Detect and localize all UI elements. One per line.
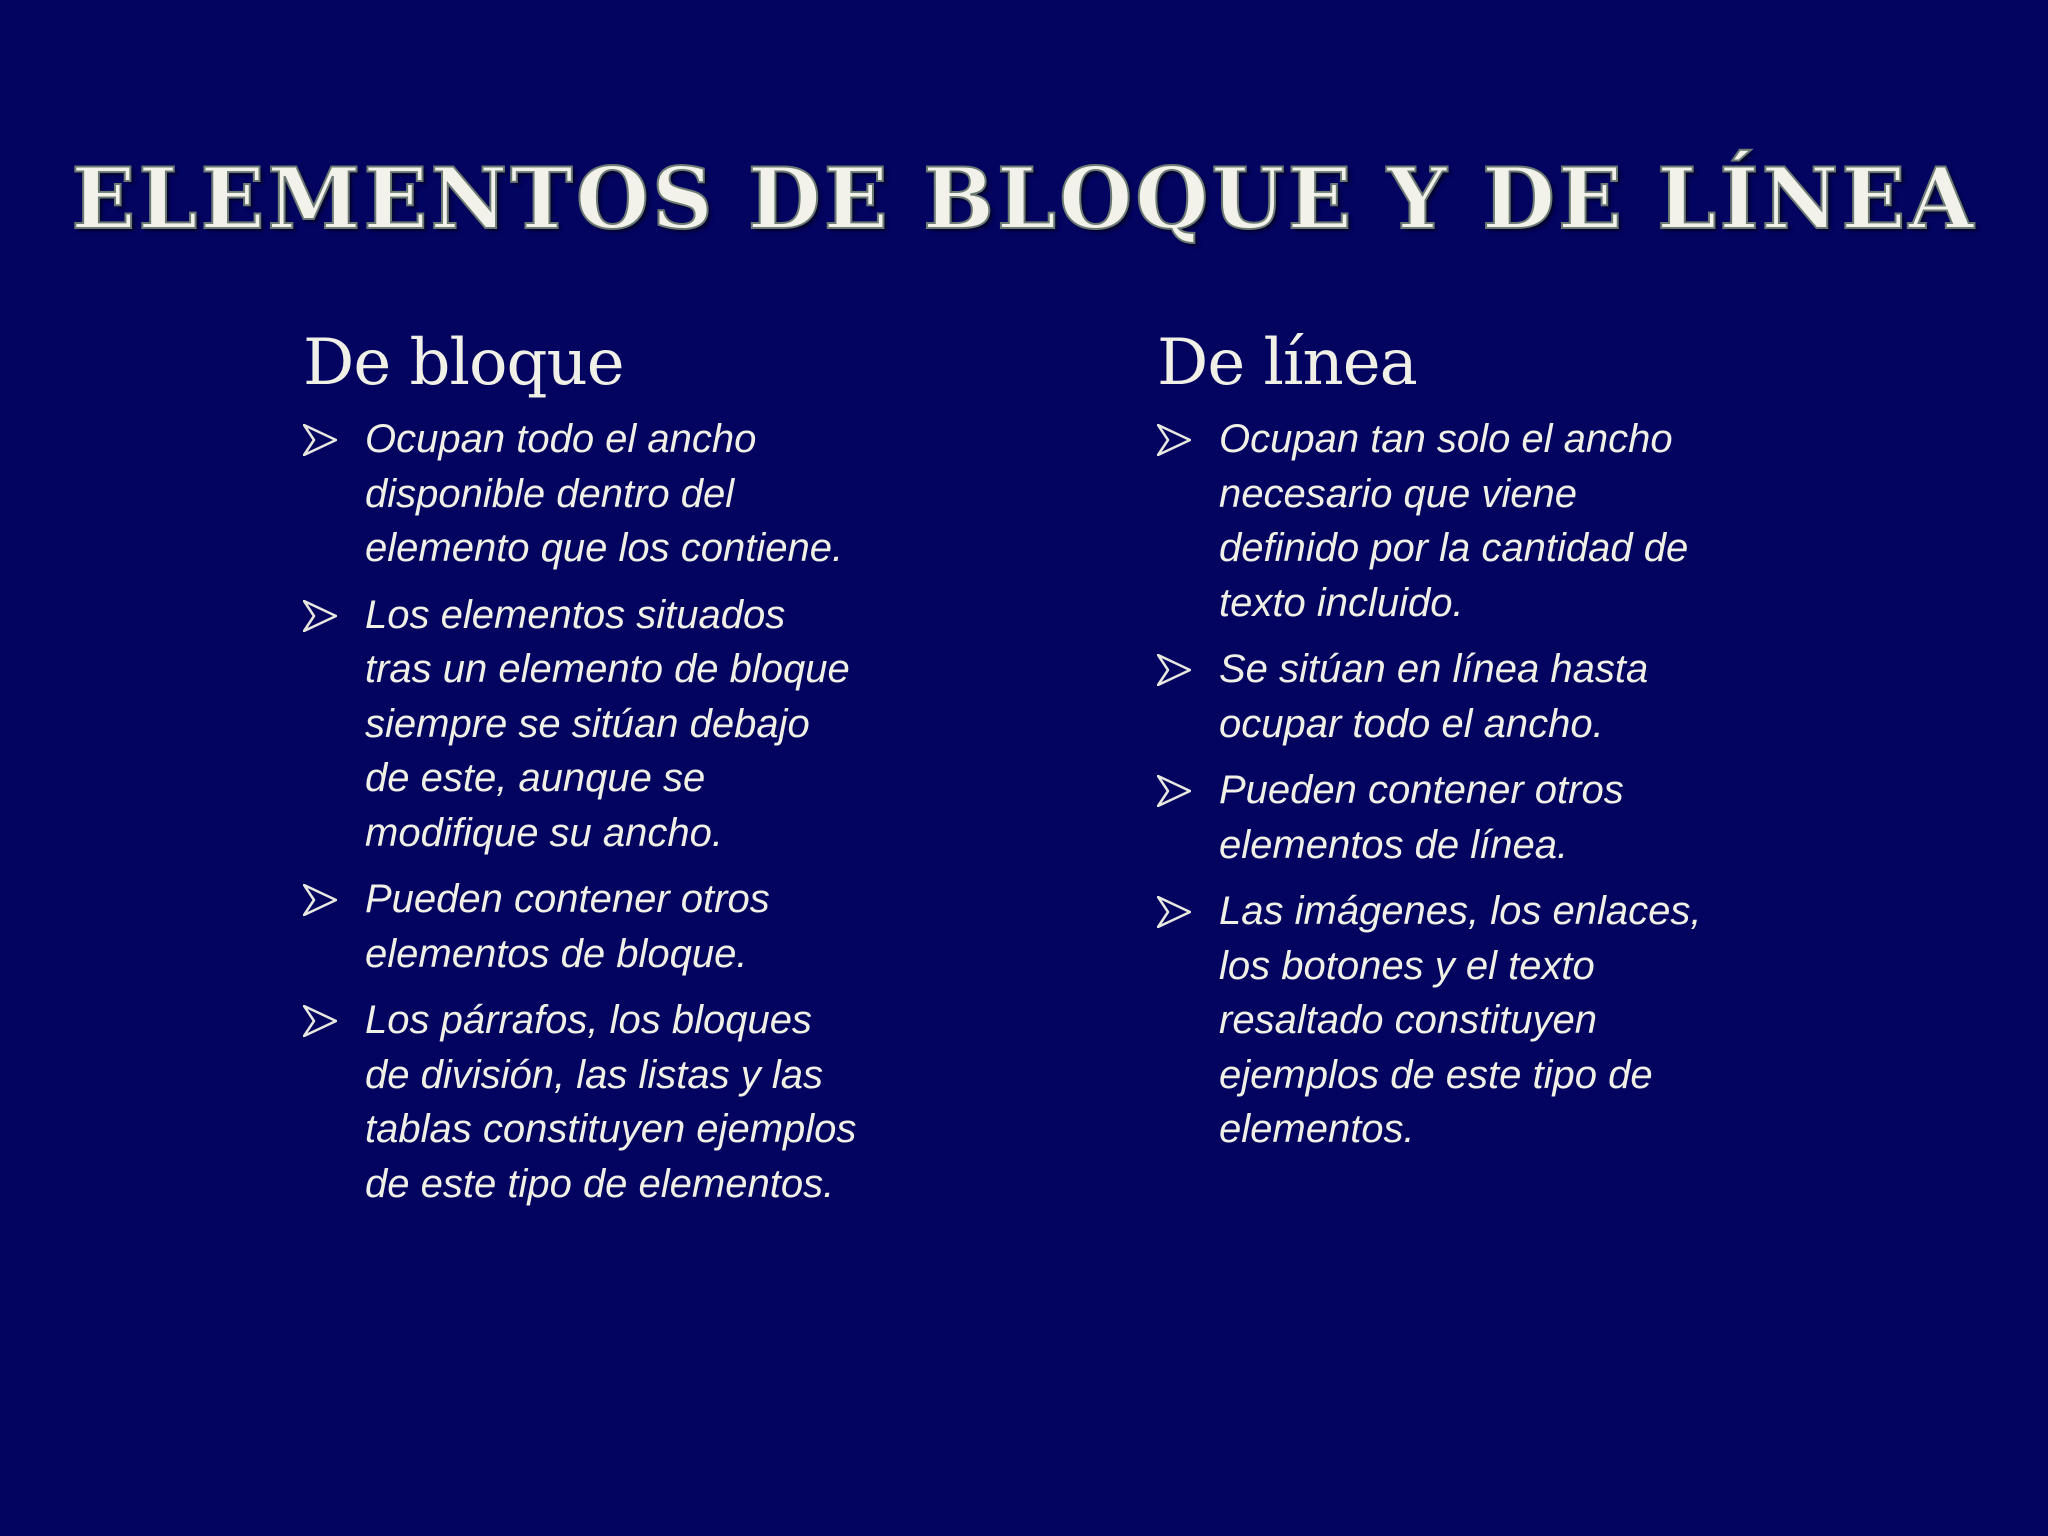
arrowhead-bullet-icon bbox=[303, 600, 337, 632]
arrowhead-bullet-icon bbox=[1157, 775, 1191, 807]
bullet-text: Se sitúan en línea hasta ocupar todo el ancho. bbox=[1219, 647, 1649, 746]
bullet-item bbox=[303, 993, 863, 1211]
bullet-text: Ocupan todo el ancho disponible dentro del elemento que los contiene. bbox=[365, 417, 844, 570]
bullet-text: Los elementos situados tras un elemento de bloque siempre se sitúan debajo de este, aunque se modifique su ancho. bbox=[365, 592, 850, 855]
bullet-list bbox=[1157, 412, 1717, 1157]
arrowhead-bullet-icon bbox=[303, 1005, 337, 1037]
bullet-text: Las imágenes, los enlaces, los botones y el texto resaltado constituyen ejemplos de este tipo de elementos. bbox=[1219, 889, 1702, 1151]
column-heading: De línea bbox=[1157, 326, 1417, 400]
arrowhead-bullet-icon bbox=[1157, 654, 1191, 686]
bullet-text: Ocupan tan solo el ancho necesario que viene definido por la cantidad de texto incluido. bbox=[1219, 417, 1689, 625]
column-de-bloque bbox=[303, 318, 863, 1223]
arrowhead-bullet-icon bbox=[1157, 424, 1191, 456]
bullet-item bbox=[1157, 642, 1717, 751]
bullet-text: Pueden contener otros elementos de bloque. bbox=[365, 877, 770, 976]
bullet-list bbox=[303, 412, 863, 1211]
slide-title: ELEMENTOS DE BLOQUE Y DE LÍNEA bbox=[71, 149, 1977, 249]
bullet-item bbox=[303, 872, 863, 981]
bullet-item bbox=[1157, 884, 1717, 1157]
column-heading: De bloque bbox=[303, 326, 624, 400]
bullet-item bbox=[303, 412, 863, 576]
bullet-item bbox=[303, 588, 863, 861]
bullet-item bbox=[1157, 412, 1717, 630]
column-de-linea bbox=[1157, 318, 1717, 1169]
bullet-text: Pueden contener otros elementos de línea. bbox=[1219, 768, 1624, 867]
arrowhead-bullet-icon bbox=[303, 424, 337, 456]
bullet-text: Los párrafos, los bloques de división, las listas y las tablas constituyen ejemplos de este tipo de elementos. bbox=[365, 998, 857, 1206]
arrowhead-bullet-icon bbox=[1157, 896, 1191, 928]
bullet-item bbox=[1157, 763, 1717, 872]
arrowhead-bullet-icon bbox=[303, 884, 337, 916]
